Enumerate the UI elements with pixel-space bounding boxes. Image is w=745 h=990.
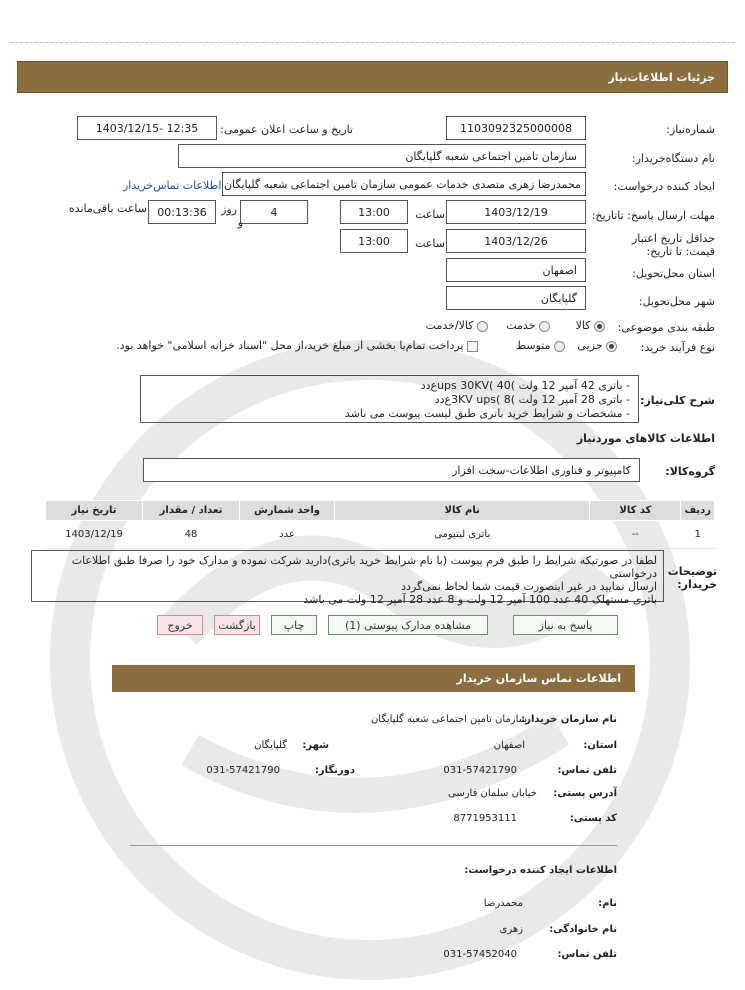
radio-icon [554,341,565,352]
contact-header-panel [112,665,635,692]
contact-city-value: گلپایگان [254,740,287,751]
goods-section-title: اطلاعات کالاهای موردنیاز [576,432,715,445]
price-validity-time-label: ساعت [415,237,445,250]
contact-city-label: شهر: [302,740,329,751]
notes-line: ارسال نمایید در غیر اینصورت قیمت شما لحاظ نمی‌گردد [401,580,657,593]
description-line: - باتری 28 آمپر 12 ولت )3KV ups( 8ع‌دد [434,393,630,406]
need-number-label: شماره‌نیاز: [666,123,715,136]
creator-info-title: اطلاعات ایجاد کننده درخواست: [464,865,617,876]
col-code: کد کالا [590,501,681,521]
category-service-option[interactable]: خدمت [506,319,550,332]
buyer-org-field: سازمان تامین اجتماعی شعبه گلپایگان [178,144,586,168]
cell-code: -- [590,521,681,549]
days-label: روز [221,203,237,216]
notes-label: توضیحات خریدار: [667,565,717,591]
col-name: نام کالا [335,501,590,521]
price-validity-time-field: 13:00 [340,229,408,253]
creator-family-label: نام خانوادگی: [549,924,617,935]
details-header-title: جزئیات اطلاعات‌نیاز [608,71,715,84]
buyer-contact-link[interactable]: اطلاعات تماس‌خریدار [123,179,222,192]
watermark-logo [40,330,700,990]
contact-address-label: آدرس پستی: [553,788,617,799]
creator-phone-label: تلفن تماس: [557,949,617,960]
radio-icon [477,321,488,332]
province-field: اصفهان [446,258,586,282]
time-remaining-field: 00:13:36 [148,200,216,224]
radio-selected-icon [594,321,605,332]
print-button[interactable]: چاپ [271,615,317,635]
contact-address-value: خیابان سلمان فارسی [447,788,537,799]
creator-name-label: نام: [598,898,617,909]
description-line: - باتری 42 آمپر 12 ولت )ups 30KV( 40ع‌دد [420,379,630,392]
radio-selected-icon [606,341,617,352]
goods-group-label: گروه‌کالا: [665,465,715,478]
cell-date: 1403/12/19 [46,521,143,549]
contact-province-value: اصفهان [493,740,525,751]
price-validity-label: حداقل تاریخ اعتبار قیمت: تا تاریخ: [631,232,715,258]
details-header-panel [17,61,728,93]
col-qty: تعداد / مقدار [143,501,240,521]
city-label: شهر محل‌تحویل: [638,295,715,308]
col-row: ردیف [681,501,715,521]
notes-line: باتری مستهلک 40 عدد 100 آمپر 12 ولت و 8 عدد 28 آمپر 12 ولت می باشد [303,593,657,606]
time-remaining-label: ساعت باقی‌مانده [68,202,147,215]
creator-family-value: زهری [499,924,523,935]
days-suffix: و [237,216,243,229]
deadline-time-label: ساعت [415,208,445,221]
table-row [46,521,715,549]
contact-org-label: نام سازمان خریدار: [521,714,617,725]
notes-line: لطفا در صورتیکه شرایط را طبق فرم پیوست (با نام شرایط خرید باتری)دارید شرکت نموده و مدارک خود را صرفا طبق اطلاعات درخواستی [71,554,657,580]
price-validity-date-field: 1403/12/26 [446,229,586,253]
goods-group-field: کامپیوتر و فناوری اطلاعات-سخت افزار [143,458,640,482]
view-documents-button[interactable]: مشاهده مدارک پیوستی (1) [328,615,488,635]
cell-unit: عدد [240,521,335,549]
province-label: استان محل‌تحویل: [632,267,715,280]
process-medium-option[interactable]: متوسط [516,339,565,352]
items-table [45,500,715,549]
days-remaining-field: 4 [240,200,308,224]
description-label: شرح کلی‌نیاز: [640,394,715,407]
contact-postal-label: کد پستی: [569,813,617,824]
col-unit: واحد شمارش [240,501,335,521]
notes-box [31,550,664,606]
exit-button[interactable]: خروج [157,615,203,635]
creator-phone-value: 031-57452040 [443,949,517,960]
checkbox-icon [467,341,478,352]
contact-province-label: استان: [583,740,617,751]
deadline-label: مهلت ارسال پاسخ: تاتاریخ: [591,209,715,222]
category-goods-option[interactable]: کالا [576,319,605,332]
deadline-time-field: 13:00 [340,200,408,224]
contact-divider [130,845,617,846]
col-date: تاریخ نیاز [46,501,143,521]
back-button[interactable]: بازگشت [214,615,260,635]
cell-name: باتری لیتیومی [335,521,590,549]
creator-label: ایجاد کننده درخواست: [613,180,715,193]
treasury-payment-checkbox[interactable]: پرداخت تمام‌یا بخشی از مبلغ خرید،از محل "اسناد خزانه اسلامی" خواهد بود. [116,339,478,352]
description-line: - مشخصات و شرایط خرید باتری طبق لیست پیوست می باشد [344,407,630,420]
radio-icon [539,321,550,332]
city-field: گلپایگان [446,286,586,310]
reply-button[interactable]: پاسخ به نیاز [513,615,618,635]
creator-name-value: محمدرضا [483,898,523,909]
contact-header-title: اطلاعات تماس سازمان خریدار [456,672,621,685]
announce-datetime-field: 1403/12/15- 12:35 [77,116,217,140]
contact-org-value: سازمان تامین اجتماعی شعبه گلپایگان [370,714,527,725]
cell-qty: 48 [143,521,240,549]
process-label: نوع فرآیند خرید: [640,341,715,354]
creator-field: محمدرضا زهری متصدی خدمات عمومی سازمان تامین اجتماعی شعبه گلپایگان [222,172,586,196]
need-number-field: 1103092325000008 [446,116,586,140]
cell-row: 1 [681,521,715,549]
process-minor-option[interactable]: جزیی [577,339,617,352]
table-header-row [46,501,715,521]
contact-postal-value: 8771953111 [453,813,517,824]
top-divider [10,42,735,43]
contact-phone-label: تلفن تماس: [557,765,617,776]
contact-phone-value: 031-57421790 [443,765,517,776]
category-goods-service-option[interactable]: کالا/خدمت [426,319,488,332]
category-label: طبقه بندی موضوعی: [617,321,715,334]
contact-fax-value: 031-57421790 [206,765,280,776]
announce-label: تاریخ و ساعت اعلان عمومی: [220,123,353,136]
description-box [140,375,639,423]
buyer-org-label: نام دستگاه‌خریدار: [631,152,715,165]
contact-fax-label: دورنگار: [314,765,355,776]
deadline-date-field: 1403/12/19 [446,200,586,224]
